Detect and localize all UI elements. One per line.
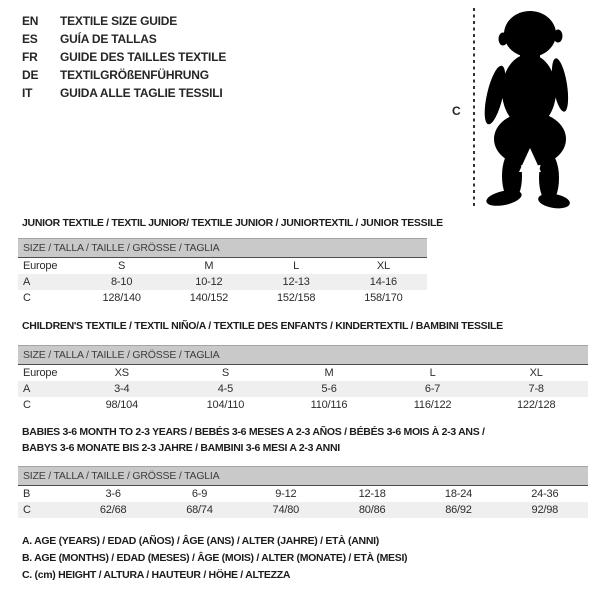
table-cell: 128/140 — [102, 292, 141, 304]
table-cell: 62/68 — [99, 504, 127, 516]
size-header-cell: SIZE / TALLA / TAILLE / GRÖSSE / TAGLIA — [18, 346, 588, 365]
table-cell: 86/92 — [445, 504, 472, 516]
table-cell: 24-36 — [531, 488, 559, 500]
size-header-row — [18, 467, 588, 486]
table-cell: XS — [114, 367, 129, 379]
table-cell: 140/152 — [189, 292, 229, 304]
table-cell: 14-16 — [369, 276, 397, 288]
table-cell: 12-13 — [282, 276, 310, 288]
babies-heading-line1: BABIES 3-6 MONTH TO 2-3 YEARS / BEBÉS 3-6 MESES A 2-3 AÑOS / BÉBÉS 3-6 MOIS À 2-3 ANS / — [22, 426, 485, 438]
table-cell: 98/104 — [105, 399, 139, 411]
table-cell: 158/170 — [364, 292, 403, 304]
table-cell: 152/158 — [276, 292, 316, 304]
children-section-heading: CHILDREN'S TEXTILE / TEXTIL NIÑO/A / TEXTILE DES ENFANTS / KINDERTEXTIL / BAMBINI TESSILE — [22, 320, 503, 332]
junior-size-table — [18, 238, 427, 306]
table-cell: 80/86 — [358, 504, 386, 516]
lang-row-it — [22, 84, 226, 102]
size-header-cell: SIZE / TALLA / TAILLE / GRÖSSE / TAGLIA — [18, 239, 427, 258]
row-label: Europe — [23, 367, 58, 379]
table-cell: 6-7 — [424, 383, 441, 395]
table-row-height — [18, 290, 427, 306]
lang-label: TEXTILGRÖßENFÜHRUNG — [60, 68, 209, 82]
table-row-height — [18, 397, 588, 413]
table-cell: 5-6 — [321, 383, 337, 395]
junior-section-heading: JUNIOR TEXTILE / TEXTIL JUNIOR/ TEXTILE JUNIOR / JUNIORTEXTIL / JUNIOR TESSILE — [22, 217, 443, 229]
baby-silhouette — [482, 9, 572, 209]
table-cell: L — [293, 260, 300, 272]
table-cell: 8-10 — [111, 276, 133, 288]
table-cell: L — [429, 367, 436, 379]
height-measure-dotted-line — [473, 8, 475, 209]
lang-code: EN — [22, 14, 39, 28]
lang-row-fr — [22, 48, 226, 66]
babies-section-heading — [22, 424, 485, 456]
lang-code: ES — [22, 32, 38, 46]
legend-notes — [22, 533, 407, 584]
note-age-years: A. AGE (YEARS) / EDAD (AÑOS) / ÂGE (ANS) / ALTER (JAHRE) / ETÀ (ANNI) — [22, 535, 379, 547]
table-row-age — [18, 274, 427, 290]
table-cell: 7-8 — [528, 383, 544, 395]
lang-label: GUIDA ALLE TAGLIE TESSILI — [60, 86, 223, 100]
table-row-age-months — [18, 486, 588, 503]
table-cell: 10-12 — [195, 276, 223, 288]
lang-code: FR — [22, 50, 38, 64]
size-header-row — [18, 346, 588, 365]
table-cell: 12-18 — [358, 488, 386, 500]
lang-code: DE — [22, 68, 39, 82]
children-size-table — [18, 345, 588, 413]
table-cell: 122/128 — [517, 399, 556, 411]
lang-row-de — [22, 66, 226, 84]
table-cell: M — [324, 367, 334, 379]
table-cell: 3-4 — [114, 383, 130, 395]
row-label: C — [23, 292, 31, 304]
table-row-sizes — [18, 258, 427, 275]
table-cell: XL — [376, 260, 390, 272]
note-height: C. (cm) HEIGHT / ALTURA / HAUTEUR / HÖHE / ALTEZZA — [22, 569, 291, 581]
language-title-block — [22, 12, 226, 102]
table-cell: M — [204, 260, 214, 272]
table-cell: 74/80 — [272, 504, 300, 516]
lang-label: GUIDE DES TAILLES TEXTILE — [60, 50, 227, 64]
row-label: B — [23, 488, 31, 500]
table-row-age — [18, 381, 588, 397]
table-cell: 6-9 — [191, 488, 208, 500]
table-row-height — [18, 502, 588, 518]
table-cell: 4-5 — [217, 383, 234, 395]
table-cell: 3-6 — [105, 488, 121, 500]
table-cell: 116/122 — [413, 399, 452, 411]
row-label: C — [23, 504, 31, 516]
lang-code: IT — [22, 86, 33, 100]
lang-label: TEXTILE SIZE GUIDE — [60, 14, 178, 28]
size-header-row — [18, 239, 427, 258]
babies-size-table — [18, 466, 588, 518]
table-cell: 68/74 — [186, 504, 213, 516]
table-cell: 92/98 — [531, 504, 559, 516]
row-label: A — [23, 276, 31, 288]
table-cell: 110/116 — [310, 399, 348, 411]
table-cell: 104/110 — [206, 399, 245, 411]
table-cell: 9-12 — [275, 488, 297, 500]
lang-label: GUÍA DE TALLAS — [60, 32, 157, 46]
table-cell: S — [118, 260, 126, 272]
row-label: A — [23, 383, 31, 395]
size-header-cell: SIZE / TALLA / TAILLE / GRÖSSE / TAGLIA — [18, 467, 588, 486]
lang-row-es — [22, 30, 226, 48]
table-row-sizes — [18, 365, 588, 382]
table-cell: XL — [529, 367, 543, 379]
babies-heading-line2: BABYS 3-6 MONATE BIS 2-3 JAHRE / BAMBINI 3-6 MESI A 2-3 ANNI — [22, 442, 340, 454]
table-cell: S — [221, 367, 229, 379]
lang-row-en — [22, 12, 226, 30]
note-age-months: B. AGE (MONTHS) / EDAD (MESES) / ÂGE (MOIS) / ALTER (MONATE) / ETÀ (MESI) — [22, 552, 408, 564]
height-marker-label: C — [452, 104, 461, 118]
row-label: Europe — [23, 260, 58, 272]
row-label: C — [23, 399, 31, 411]
table-cell: 18-24 — [444, 488, 473, 500]
